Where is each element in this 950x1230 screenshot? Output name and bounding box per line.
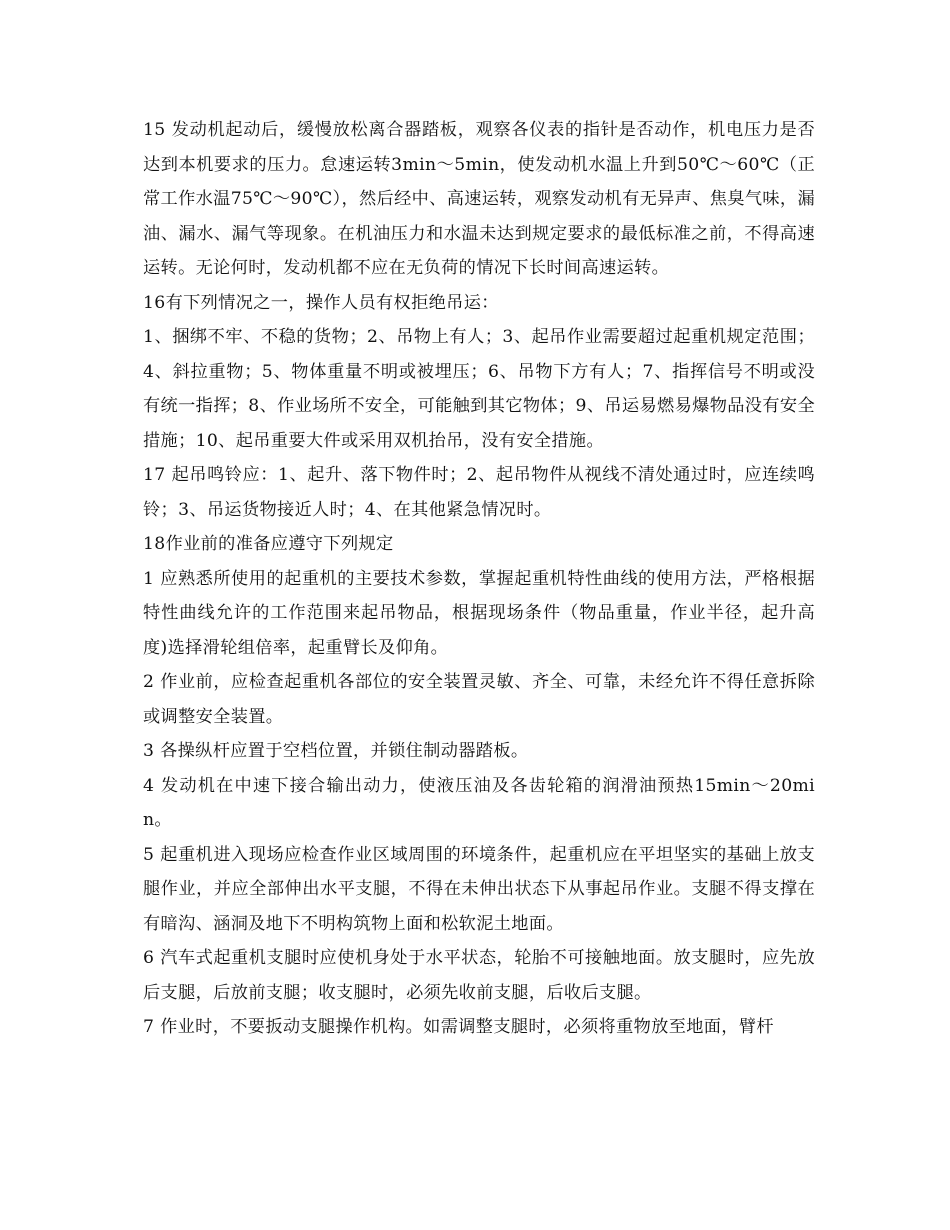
paragraph-engine-start: 15 发动机起动后，缓慢放松离合器踏板，观察各仪表的指针是否动作，机电压力是否达到本机要求的压力。怠速运转3min～5min，使发动机水温上升到50℃～60℃（正常工作水温75℃～90℃），然后经中、高速运转，观察发动机有无异声、焦臭气味，漏油、漏水、漏气等现象。在机油压力和水温未达到规定要求的最低标准之前，不得高速运转。无论何时，发动机都不应在无负荷的情况下长时间高速运转。	[143, 120, 815, 278]
paragraph-bell-signal: 17 起吊鸣铃应：1、起升、落下物件时；2、起吊物件从视线不清处通过时，应连续鸣铃；3、吊运货物接近人时；4、在其他紧急情况时。	[143, 465, 815, 520]
paragraph-prep-item-7: 7 作业时，不要扳动支腿操作机构。如需调整支腿时，必须将重物放至地面，臂杆	[143, 1017, 774, 1037]
paragraph-prep-item-2: 2 作业前，应检查起重机各部位的安全装置灵敏、齐全、可靠，未经允许不得任意拆除或调整安全装置。	[143, 672, 815, 727]
paragraph-prep-item-3: 3 各操纵杆应置于空档位置，并锁住制动器踏板。	[143, 741, 529, 761]
paragraph-prep-item-1: 1 应熟悉所使用的起重机的主要技术参数，掌握起重机特性曲线的使用方法，严格根据特性曲线允许的工作范围来起吊物品，根据现场条件（物品重量，作业半径，起升高度)选择滑轮组倍率，起重臂长及仰角。	[143, 568, 815, 658]
paragraph-refuse-lifting-heading: 16有下列情况之一，操作人员有权拒绝吊运：	[143, 292, 499, 313]
paragraph-prep-item-6: 6 汽车式起重机支腿时应使机身处于水平状态，轮胎不可接触地面。放支腿时，应先放后支腿，后放前支腿；收支腿时，必须先收前支腿，后收后支腿。	[143, 948, 815, 1003]
paragraph-refuse-lifting-list: 1、捆绑不牢、不稳的货物；2、吊物上有人；3、起吊作业需要超过起重机规定范围；4、斜拉重物；5、物体重量不明或被埋压；6、吊物下方有人；7、指挥信号不明或没有统一指挥；8、作业场所不安全，可能触到其它物体；9、吊运易燃易爆物品没有安全措施；10、起吊重要大件或采用双机抬吊，没有安全措施。	[143, 327, 815, 451]
document-body	[143, 113, 815, 1045]
paragraph-preparation-heading: 18作业前的准备应遵守下列规定	[143, 534, 394, 554]
paragraph-prep-item-4: 4 发动机在中速下接合输出动力，使液压油及各齿轮箱的润滑油预热15min～20min。	[143, 775, 815, 830]
paragraph-prep-item-5: 5 起重机进入现场应检查作业区域周围的环境条件，起重机应在平坦坚实的基础上放支腿作业，并应全部伸出水平支腿，不得在未伸出状态下从事起吊作业。支腿不得支撑在有暗沟、涵洞及地下不明构筑物上面和松软泥土地面。	[143, 844, 815, 934]
